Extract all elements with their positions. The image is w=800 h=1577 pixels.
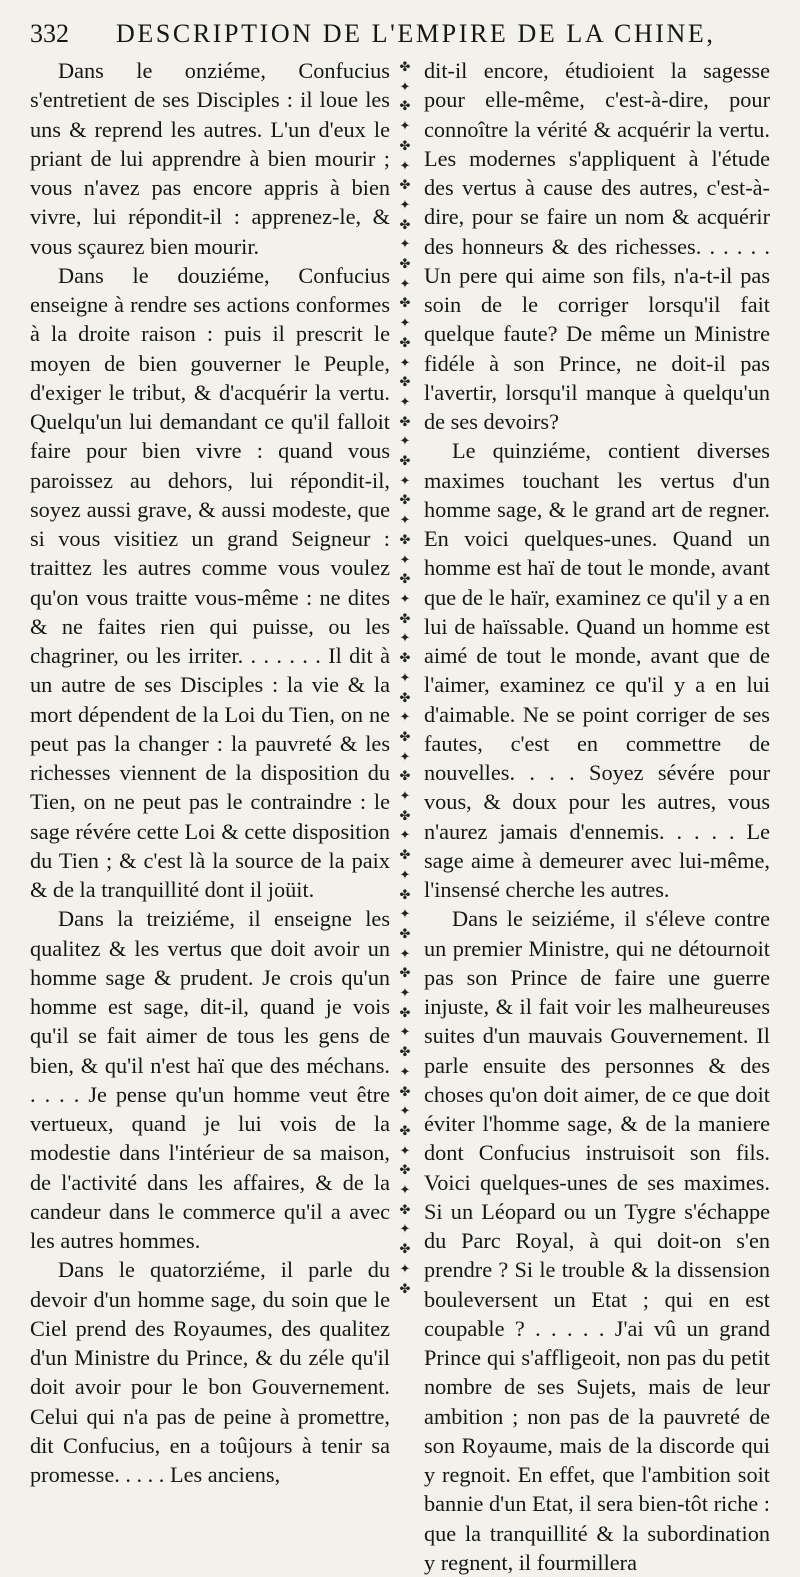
ornament-glyph: ✤ bbox=[399, 1202, 411, 1218]
ornament-glyph: ✤ bbox=[399, 454, 411, 470]
ornament-glyph: ✦ bbox=[399, 946, 411, 962]
running-title: DESCRIPTION DE L'EMPIRE DE LA CHINE, bbox=[116, 19, 716, 48]
page-number: 332 bbox=[30, 19, 69, 48]
ornament-glyph: ✦ bbox=[399, 1183, 411, 1199]
ornament-glyph: ✤ bbox=[399, 178, 411, 194]
ornament-glyph: ✦ bbox=[399, 631, 411, 647]
left-column bbox=[30, 56, 390, 1489]
ornament-glyph: ✤ bbox=[399, 769, 411, 785]
ornament-glyph: ✦ bbox=[399, 552, 411, 568]
ornament-glyph: ✦ bbox=[399, 1222, 411, 1238]
paragraph-quatorzieme-continued: dit-il encore, étudioient la sagesse pour elle-même, c'est-à-dire, pour connoître la vérité & acquérir la vertu. Les modernes s'appliquent à l'étude des vertus à cause des autres, c'est-à-dire, pour se faire un nom & acquérir des honneurs & des richesses. . . . . . Un pere qui aime son fils, n'a-t-il pas soin de le corriger lorsqu'il fait quelque faute? De même un Ministre fidéle à son Prince, ne doit-il pas l'avertir, lorsqu'il manque à quelqu'un de ses devoirs? bbox=[424, 58, 770, 434]
ornament-glyph: ✤ bbox=[399, 257, 411, 273]
ornament-glyph: ✤ bbox=[399, 1005, 411, 1021]
ornament-glyph: ✦ bbox=[399, 867, 411, 883]
ornament-glyph: ✦ bbox=[399, 670, 411, 686]
ornament-glyph: ✦ bbox=[399, 1025, 411, 1041]
ornament-glyph: ✤ bbox=[399, 1281, 411, 1297]
column-divider-ornament bbox=[396, 58, 414, 1298]
ornament-glyph: ✦ bbox=[399, 473, 411, 489]
ornament-glyph: ✦ bbox=[399, 986, 411, 1002]
ornament-glyph: ✤ bbox=[399, 1163, 411, 1179]
paragraph-treizieme: Dans la treiziéme, il enseigne les qualitez & les vertus que doit avoir un homme sage & prudent. Je crois qu'un homme est sage, dit-il, quand je vois qu'il se fait aimer de tous les gens de bien, & qu'il n'est haï que des méchans. . . . . Je pense qu'un homme veut être vertueux, quand je lui vois de la modestie dans l'intérieur de sa maison, de l'activité dans les affaires, & de la candeur dans le commerce qu'il a avec les autres hommes. bbox=[30, 906, 390, 1253]
ornament-glyph: ✦ bbox=[399, 355, 411, 371]
ornament-glyph: ✤ bbox=[399, 138, 411, 154]
paragraph-douzieme: Dans le douziéme, Confucius enseigne à rendre ses actions conformes à la droite raison : puis il prescrit le moyen de bien gouverner le Peuple, d'exiger le tribut, & d'acquérir la vertu. Quelqu'un lui demandant ce qu'il falloit faire pour bien vivre : quand vous paroissez au dehors, lui répondit-il, soyez aussi grave, & aussi modeste, que si vous visitiez un grand Seigneur : traittez les autres comme vous voulez qu'on vous traitte vous-même : ne dites & ne faites rien qui puisse, ou les chagriner, ou les irriter. . . . . . . Il dit à un autre de ses Disciples : la vie & la mort dépendent de la Loi du Tien, on ne peut pas la changer : la pauvreté & les richesses viennent de la disposition du Tien, on ne peut pas le contraindre : le sage révére cette Loi & cette disposition du Tien ; & c'est là la source de la paix & de la tranquillité dont il joüit. bbox=[30, 262, 390, 902]
ornament-glyph: ✦ bbox=[399, 828, 411, 844]
ornament-glyph: ✦ bbox=[399, 1064, 411, 1080]
ornament-glyph: ✦ bbox=[399, 394, 411, 410]
ornament-glyph: ✤ bbox=[399, 375, 411, 391]
paragraph-seizieme: Dans le seiziéme, il s'éleve contre un premier Ministre, qui ne détournoit pas son Prince de faire une guerre injuste, & il fait voir les malheureuses suites d'un mauvais Gouvernement. Il parle ensuite des personnes & des choses qu'on doit aimer, de ce que doit éviter l'homme sage, & de la maniere dont Confucius instruisoit son fils. Voici quelques-unes de ses maximes. Si un Léopard ou un Tygre s'échappe du Parc Royal, à qui doit-on s'en prendre ? Si le trouble & la dissension bouleversent un Etat ; qui en est coupable ? . . . . . J'ai vû un grand Prince qui s'affligeoit, non pas du petit nombre de ses Sujets, mais de leur ambition ; non pas de la pauvreté de son Royaume, mais de la discorde qui y regnoit. En effet, que l'ambition soit bannie d'un Etat, il sera bien-tôt riche : que la tranquillité & la subordination y regnent, il fourmillera bbox=[424, 906, 770, 1575]
ornament-glyph: ✦ bbox=[399, 513, 411, 529]
ornament-glyph: ✤ bbox=[399, 217, 411, 233]
ornament-glyph: ✤ bbox=[399, 572, 411, 588]
ornament-glyph: ✤ bbox=[399, 966, 411, 982]
ornament-glyph: ✤ bbox=[399, 926, 411, 942]
ornament-glyph: ✤ bbox=[399, 1045, 411, 1061]
ornament-glyph: ✦ bbox=[399, 1261, 411, 1277]
ornament-glyph: ✦ bbox=[399, 1104, 411, 1120]
ornament-glyph: ✤ bbox=[399, 729, 411, 745]
ornament-glyph: ✦ bbox=[399, 237, 411, 253]
ornament-glyph: ✦ bbox=[399, 434, 411, 450]
ornament-glyph: ✤ bbox=[399, 296, 411, 312]
ornament-glyph: ✦ bbox=[399, 79, 411, 95]
ornament-glyph: ✤ bbox=[399, 414, 411, 430]
ornament-glyph: ✤ bbox=[399, 651, 411, 667]
ornament-glyph: ✦ bbox=[399, 276, 411, 292]
ornament-glyph: ✤ bbox=[399, 60, 411, 75]
ornament-glyph: ✤ bbox=[399, 532, 411, 548]
ornament-glyph: ✦ bbox=[399, 710, 411, 726]
ornament-glyph: ✦ bbox=[399, 316, 411, 332]
ornament-glyph: ✦ bbox=[399, 1143, 411, 1159]
ornament-glyph: ✤ bbox=[399, 611, 411, 627]
paragraph-quatorzieme: Dans le quatorziéme, il parle du devoir d'un homme sage, du soin que le Ciel prend des Royaumes, des qualitez d'un Ministre du Prince, & du zéle qu'il doit avoir pour le bon Gouvernement. Celui qui n'a pas de peine à promettre, dit Confucius, en a toûjours à tenir sa promesse. . . . . Les anciens, bbox=[30, 1257, 390, 1487]
ornament-glyph: ✤ bbox=[399, 99, 411, 115]
ornament-glyph: ✤ bbox=[399, 1084, 411, 1100]
ornament-glyph: ✦ bbox=[399, 907, 411, 923]
ornament-glyph: ✦ bbox=[399, 591, 411, 607]
ornament-glyph: ✤ bbox=[399, 690, 411, 706]
ornament-glyph: ✤ bbox=[399, 848, 411, 864]
right-column bbox=[424, 56, 770, 1577]
ornament-glyph: ✦ bbox=[399, 789, 411, 805]
ornament-glyph: ✤ bbox=[399, 808, 411, 824]
ornament-glyph: ✤ bbox=[399, 1123, 411, 1139]
paragraph-quinzieme: Le quinziéme, contient diverses maximes touchant les vertus d'un homme sage, & le grand art de regner. En voici quelques-unes. Quand un homme est haï de tout le monde, avant que de le haïr, examinez ce qu'il y a en lui de haïssable. Quand un homme est aimé de tout le monde, avant que de l'aimer, examinez ce qu'il y a en lui d'aimable. Ne se point corriger de ses fautes, c'est en commettre de nouvelles. . . . Soyez sévére pour vous, & doux pour les autres, vous n'aurez jamais d'ennemis. . . . . Le sage aime à demeurer avec lui-même, l'insensé cherche les autres. bbox=[424, 438, 770, 902]
ornament-glyph: ✤ bbox=[399, 493, 411, 509]
ornament-glyph: ✤ bbox=[399, 1242, 411, 1258]
ornament-glyph: ✦ bbox=[399, 119, 411, 135]
ornament-glyph: ✤ bbox=[399, 887, 411, 903]
ornament-glyph: ✤ bbox=[399, 335, 411, 351]
ornament-glyph: ✦ bbox=[399, 749, 411, 765]
paragraph-onzieme: Dans le onziéme, Confucius s'entretient de ses Disciples : il loue les uns & reprend les autres. L'un d'eux le priant de lui apprendre à bien mourir ; vous n'avez pas encore appris à bien vivre, lui répondit-il : apprenez-le, & vous sçaurez bien mourir. bbox=[30, 58, 390, 259]
ornament-glyph: ✦ bbox=[399, 158, 411, 174]
page-header bbox=[30, 14, 790, 54]
ornament-glyph: ✦ bbox=[399, 197, 411, 213]
